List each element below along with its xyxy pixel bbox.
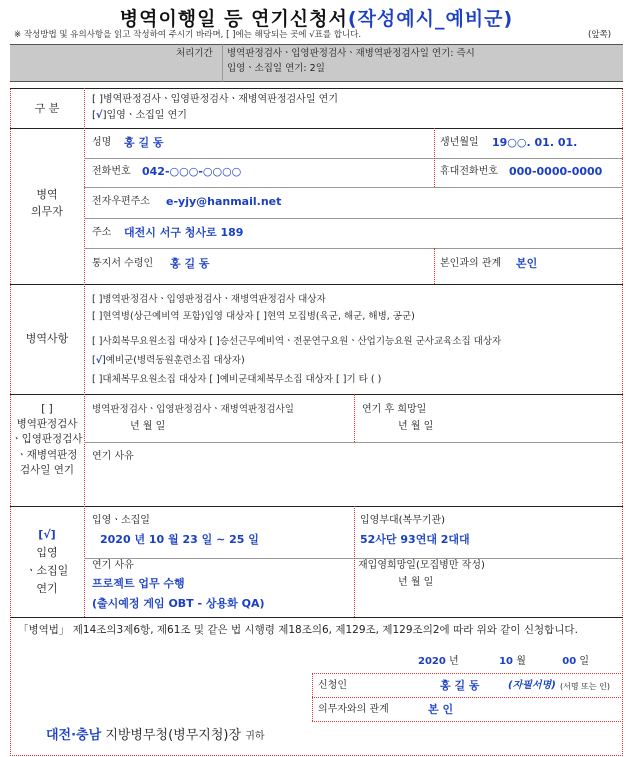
exam-postpone-label (10, 402, 84, 478)
military-line4[interactable] (92, 355, 245, 366)
military-line3[interactable]: [ ]사회복무요원소집 대상자 [ ]승선근무예비역ㆍ전문연구요원ㆍ산업기능요원 군사교육소집 대상자 (92, 336, 502, 347)
obligor-relation-value[interactable]: 본 인 (428, 703, 454, 716)
enlist-rewish-value[interactable]: 년 월 일 (398, 577, 434, 588)
enlist-reason-line1[interactable]: 프로젝트 업무 수행 (92, 577, 185, 590)
person-label-line1: 병역 (36, 188, 58, 201)
enlist-date-label: 입영ㆍ소집일 (92, 515, 150, 526)
mobile-label: 휴대전화번호 (440, 166, 498, 177)
person-label (10, 186, 84, 220)
processing-label: 처리기간 (176, 48, 213, 59)
enlist-unit-label: 입영부대(복무기관) (360, 515, 446, 526)
receiver-value[interactable]: 홍 길 동 (170, 257, 210, 270)
category-option-enlist-label: ]입영ㆍ소집일 연기 (102, 110, 187, 121)
military-line5[interactable]: [ ]대체복무요원소집 대상자 [ ]예비군대체복무소집 대상자 [ ]기 타 ( ) (92, 374, 382, 385)
military-label: 병역사항 (25, 332, 69, 345)
enlist-rewish-label: 재입영희망일(모집병만 작성) (358, 560, 485, 571)
recipient-office: 지방병무청(병무지청)장 (105, 728, 242, 743)
sign-note: (서명 또는 인) (560, 682, 610, 691)
exam-postpone-label-line5: 검사일 연기 (19, 463, 75, 476)
title-suffix: (작성예시_예비군) (347, 8, 514, 30)
birth-value[interactable]: 19○○. 01. 01. (492, 136, 578, 149)
phone-label: 전화번호 (92, 166, 131, 177)
category-option-enlist[interactable] (92, 110, 187, 122)
category-label: 구 분 (34, 102, 60, 115)
sign-day-unit: 일 (579, 656, 590, 667)
obligor-relation-label: 의무자와의 관계 (318, 704, 389, 715)
enlist-postpone-label (10, 526, 84, 599)
phone-value[interactable]: 042-○○○-○○○○ (142, 165, 242, 178)
military-line2[interactable]: [ ]현역병(상근예비역 포함)입영 대상자 [ ]현역 모집병(육군, 해군, 해병, 공군) (92, 311, 415, 322)
enlist-postpone-label-line3: ㆍ소집일 (25, 564, 69, 578)
mobile-value[interactable]: 000-0000-0000 (509, 165, 603, 178)
email-value[interactable]: e-yjy@hanmail.net (166, 195, 282, 208)
processing-line2: 입영ㆍ소집일 연기: 2일 (227, 63, 325, 74)
category-bracket: [ (92, 110, 96, 121)
enlist-postpone-check-mark: [√] (38, 528, 56, 541)
exam-date-label: 병역판정검사ㆍ입영판정검사ㆍ재병역판정검사일 (92, 404, 294, 415)
address-value[interactable]: 대전시 서구 청사로 189 (124, 226, 244, 239)
exam-reason-label: 연기 사유 (92, 451, 134, 462)
military-line4-label: ]예비군(병력동원훈련소집 대상자) (102, 355, 245, 366)
enlist-reason-line2[interactable]: (출시예정 게임 OBT - 상용화 QA) (92, 597, 265, 610)
name-value[interactable]: 홍 길 동 (124, 136, 164, 149)
sign-date[interactable] (418, 656, 589, 668)
applicant-value[interactable]: 홍 길 동 (440, 679, 480, 692)
page-side-label: (앞쪽) (588, 30, 612, 40)
exam-postpone-label-line4: ㆍ재병역판정 (16, 448, 78, 461)
processing-line1: 병역판정검사ㆍ입영판정검사ㆍ재병역판정검사일 연기: 즉시 (227, 48, 475, 59)
recipient (46, 728, 265, 744)
exam-wish-label: 연기 후 희망일 (362, 404, 427, 415)
person-relation-label: 본인과의 관계 (440, 258, 502, 269)
exam-postpone-label-line1: [ ] (41, 403, 53, 415)
sign-month: 10 (499, 656, 513, 667)
person-label-line2: 의무자 (31, 205, 63, 219)
enlist-postpone-label-line4: 연기 (36, 582, 58, 596)
applicant-label: 신청인 (318, 680, 347, 691)
military-line1[interactable]: [ ]병역판정검사ㆍ입영판정검사ㆍ재병역판정검사 대상자 (92, 294, 326, 305)
sign-month-unit: 월 (516, 656, 526, 667)
sign-year-unit: 년 (449, 656, 459, 667)
category-check-mark: √ (95, 110, 103, 121)
person-relation-value[interactable]: 본인 (516, 257, 538, 270)
notice-text: ※ 작성방법 및 유의사항을 읽고 작성하여 주시기 바라며, [ ]에는 해당되는 곳에 √표를 합니다. (14, 30, 362, 40)
exam-postpone-label-line2: 병역판정검사 (16, 418, 78, 431)
enlist-reason-label: 연기 사유 (92, 560, 134, 571)
document-title (0, 4, 633, 31)
sign-day: 00 (562, 656, 577, 667)
receiver-label: 통지서 수령인 (92, 258, 154, 269)
exam-postpone-label-line3: ㆍ입영판정검사 (11, 433, 83, 446)
statement-text: 「병역법」 제14조의3제6항, 제61조 및 같은 법 시행령 제18조의6, 제129조, 제129조의2에 따라 위와 같이 신청합니다. (18, 624, 578, 636)
military-check-mark: √ (95, 355, 103, 366)
sign-hint: (자필서명) (508, 680, 556, 691)
name-label: 성명 (92, 137, 112, 148)
address-label: 주소 (92, 227, 112, 238)
enlist-unit-value[interactable]: 52사단 93연대 2대대 (360, 533, 470, 546)
email-label: 전자우편주소 (92, 196, 150, 207)
recipient-suffix: 귀하 (245, 731, 265, 742)
military-line4-bracket: [ (92, 355, 96, 366)
exam-date-value[interactable]: 년 월 일 (130, 421, 166, 432)
recipient-region: 대전·충남 (46, 728, 102, 743)
birth-label: 생년월일 (440, 137, 479, 148)
exam-wish-value[interactable]: 년 월 일 (398, 421, 434, 432)
enlist-postpone-label-line2: 입영 (36, 546, 58, 560)
sign-year: 2020 (418, 656, 446, 667)
enlist-date-value[interactable]: 2020 년 10 월 23 일 ~ 25 일 (100, 533, 259, 546)
title-main: 병역이행일 등 연기신청서 (119, 8, 348, 30)
category-option-exam[interactable]: [ ]병역판정검사ㆍ입영판정검사ㆍ재병역판정검사일 연기 (92, 94, 338, 105)
